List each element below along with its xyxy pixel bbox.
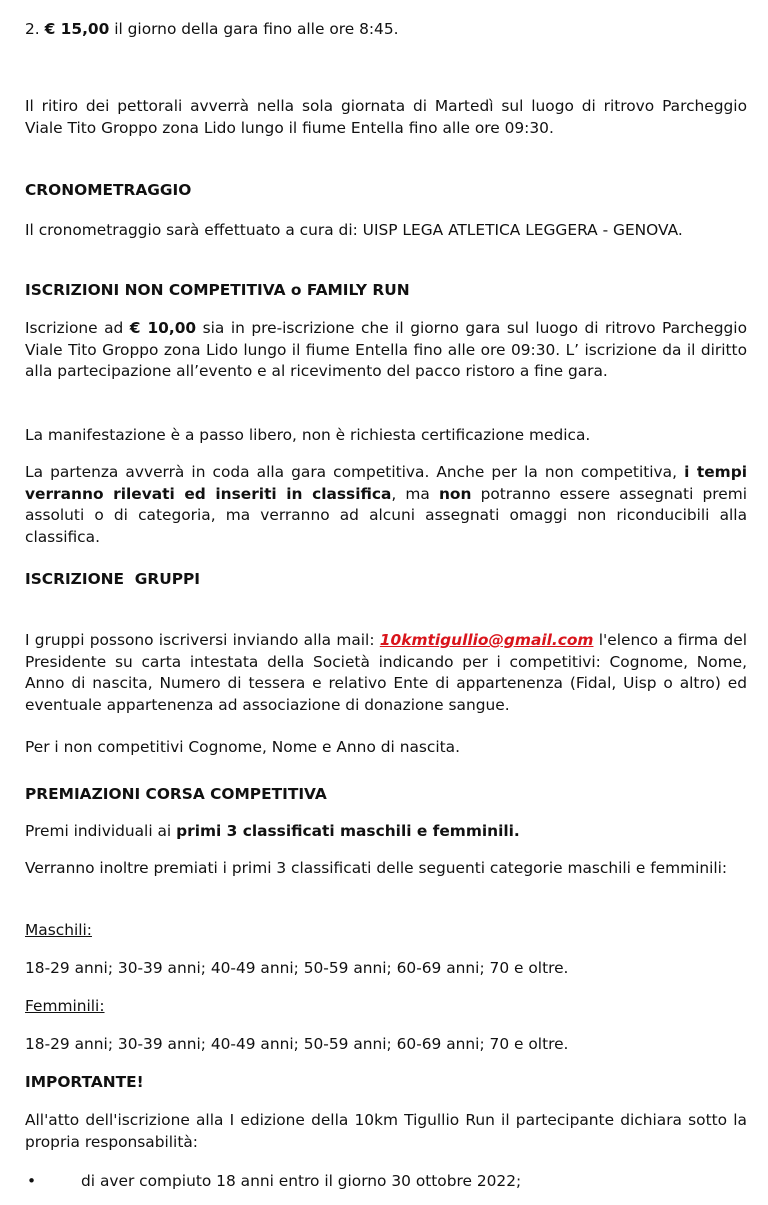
price-line-suffix: il giorno della gara fino alle ore 8:45. bbox=[109, 20, 399, 38]
nc-price: € 10,00 bbox=[129, 319, 197, 337]
non-competitiva-paragraph-1 bbox=[25, 318, 747, 383]
femminili-label bbox=[25, 996, 747, 1018]
email-link[interactable]: 10kmtigullio@gmail.com bbox=[379, 631, 594, 649]
nc-p3-text-c: potranno essere assegnati premi assoluti o di categoria, ma verranno ad alcuni assegnati omaggi non riconducibili alla classifica. bbox=[25, 484, 747, 546]
price-amount: € 15,00 bbox=[44, 20, 110, 38]
heading-cronometraggio: CRONOMETRAGGIO bbox=[25, 181, 192, 199]
gruppi-paragraph-1 bbox=[25, 630, 747, 716]
heading-gruppi-text: ISCRIZIONE GRUPPI bbox=[25, 570, 201, 588]
heading-importante: IMPORTANTE! bbox=[25, 1073, 144, 1091]
nc-p3-bold-1: i tempi verranno rilevati ed inseriti in classifica bbox=[25, 463, 747, 503]
price-line-prefix: 2. bbox=[25, 20, 45, 38]
nc-p3-text-b: , ma bbox=[391, 484, 439, 503]
prem-p1-bold: primi 3 classificati maschili e femminili. bbox=[176, 822, 520, 840]
cronometraggio-paragraph: Il cronometraggio sarà effettuato a cura di: UISP LEGA ATLETICA LEGGERA - GENOVA. bbox=[25, 221, 683, 239]
gruppi-paragraph-2: Per i non competitivi Cognome, Nome e Anno di nascita. bbox=[25, 738, 460, 756]
premiazioni-paragraph-1 bbox=[25, 821, 747, 843]
nc-p3-text-a: La partenza avverrà in coda alla gara competitiva. Anche per la non competitiva, bbox=[25, 463, 685, 481]
maschili-label-text: Maschili: bbox=[25, 921, 92, 939]
premiazioni-paragraph-2: Verranno inoltre premiati i primi 3 classificati delle seguenti categorie maschili e femminili: bbox=[25, 859, 728, 877]
nc-p1-text-b: sia in pre-iscrizione che il giorno gara sul luogo di ritrovo Parcheggio Viale Tito Groppo zona Lido lungo il fiume Entella fino alle ore 09:30. L’ iscrizione da il diritto alla partecipazione all’evento e al ricevimento del pacco ristoro a fine gara. bbox=[25, 319, 747, 380]
gruppi-p1-text-b: l'elenco a firma del Presidente su carta intestata della Società indicando per i competitivi: Cognome, Nome, Anno di nascita, Numero di tessera e relativo Ente di appartenenza (Fidal, Uisp o altro) ed eventuale appartenenza ad associazione di donazione sangue. bbox=[25, 631, 747, 714]
ritiro-paragraph: Il ritiro dei pettorali avverrà nella sola giornata di Martedì sul luogo di ritrovo Parcheggio Viale Tito Groppo zona Lido lungo il fiume Entella fino alle ore 09:30. bbox=[25, 97, 747, 137]
heading-premiazioni: PREMIAZIONI CORSA COMPETITIVA bbox=[25, 785, 327, 803]
gruppi-p1-text-a: I gruppi possono iscriversi inviando alla mail: bbox=[25, 631, 380, 649]
non-competitiva-paragraph-2: La manifestazione è a passo libero, non è richiesta certificazione medica. bbox=[25, 426, 591, 444]
prem-p1-text: Premi individuali ai bbox=[25, 822, 177, 840]
heading-gruppi bbox=[25, 569, 747, 591]
nc-p3-bold-2: non bbox=[438, 484, 472, 503]
heading-non-competitiva: ISCRIZIONI NON COMPETITIVA o FAMILY RUN bbox=[25, 281, 410, 299]
price-line bbox=[25, 19, 747, 41]
nc-p1-text-a: Iscrizione ad bbox=[25, 319, 130, 337]
non-competitiva-paragraph-3 bbox=[25, 462, 747, 548]
femminili-categories: 18-29 anni; 30-39 anni; 40-49 anni; 50-59 anni; 60-69 anni; 70 e oltre. bbox=[25, 1035, 569, 1053]
maschili-label bbox=[25, 920, 747, 942]
maschili-categories: 18-29 anni; 30-39 anni; 40-49 anni; 50-59 anni; 60-69 anni; 70 e oltre. bbox=[25, 959, 569, 977]
bullet-icon: • bbox=[27, 1172, 37, 1190]
femminili-label-text: Femminili: bbox=[25, 997, 105, 1015]
importante-paragraph: All'atto dell'iscrizione alla I edizione della 10km Tigullio Run il partecipante dichiara sotto la propria responsabilità: bbox=[25, 1111, 747, 1151]
bullet-text: di aver compiuto 18 anni entro il giorno 30 ottobre 2022; bbox=[81, 1172, 522, 1190]
